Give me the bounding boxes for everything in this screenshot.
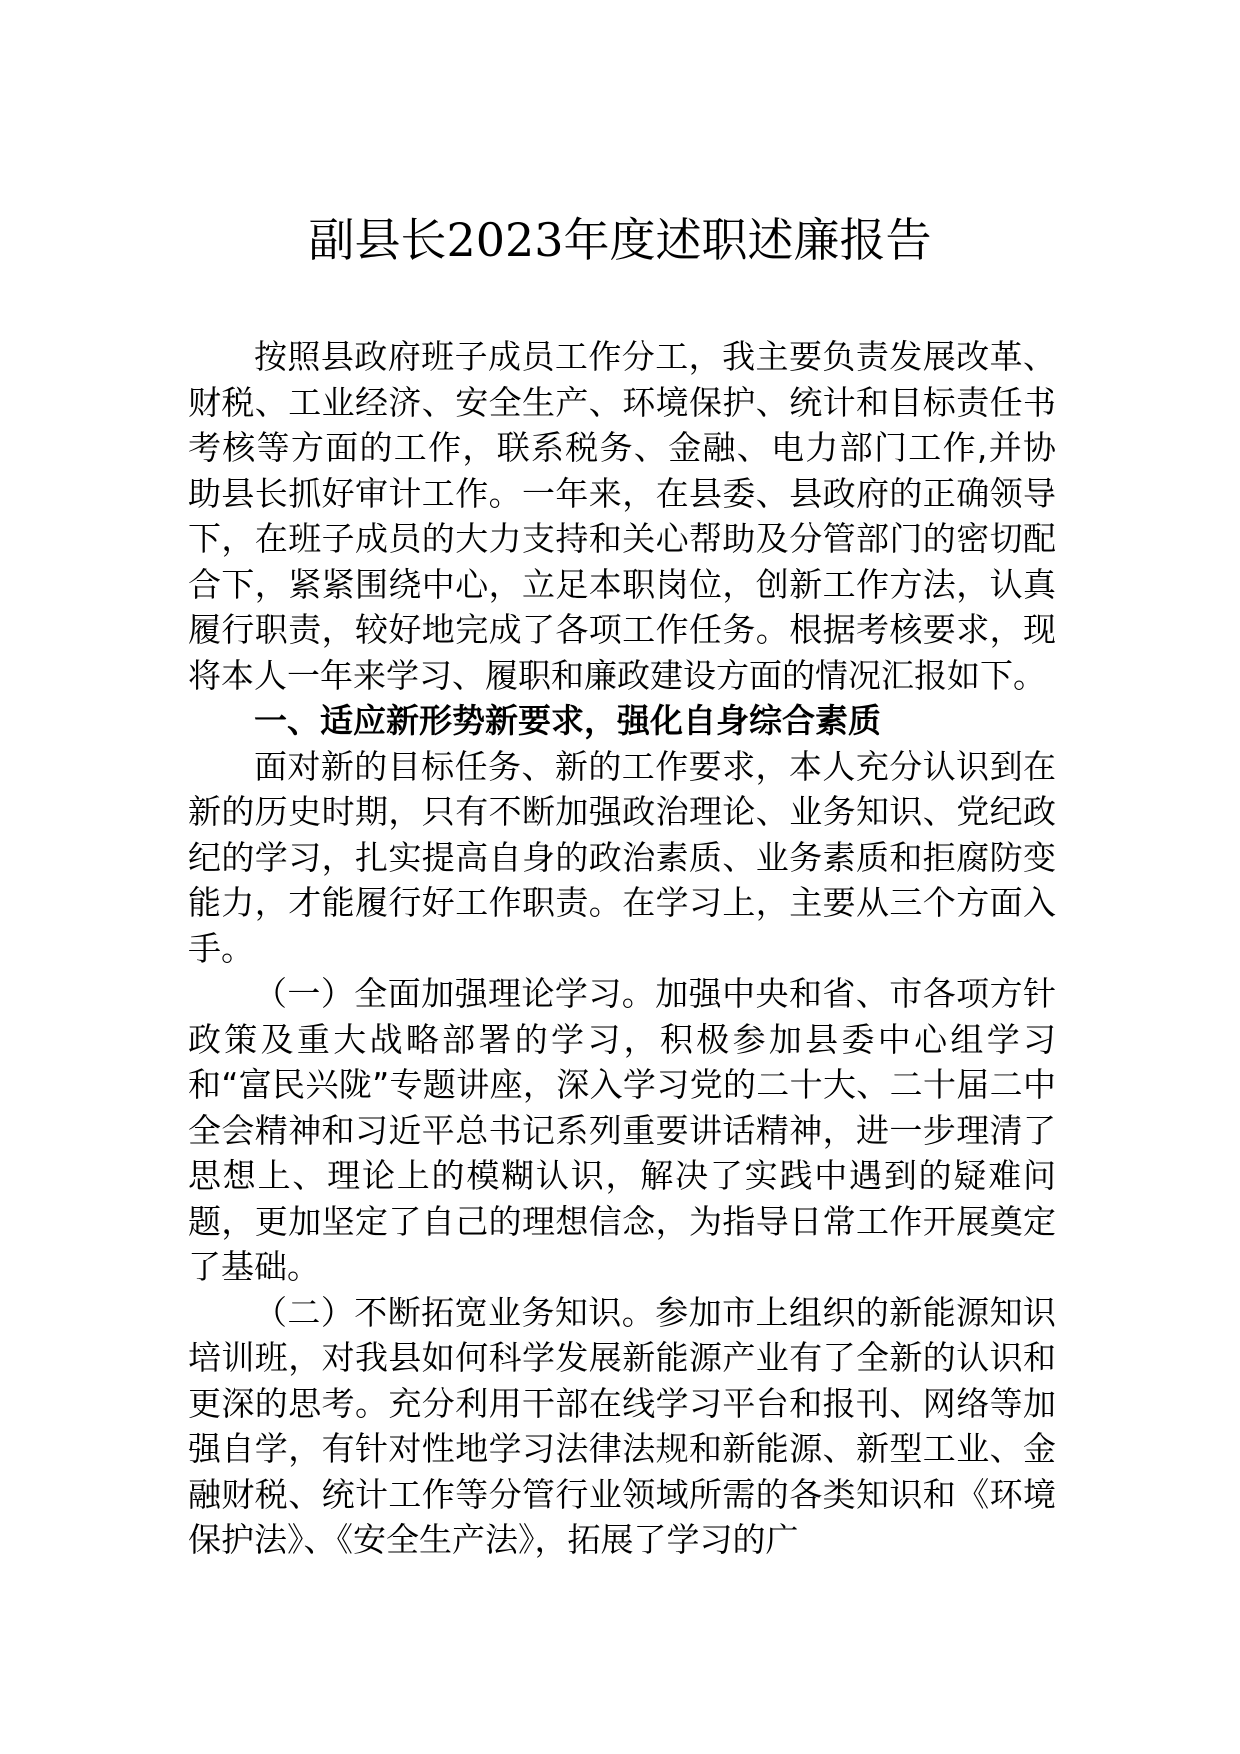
paragraph-section-1-intro: 面对新的目标任务、新的工作要求，本人充分认识到在新的历史时期，只有不断加强政治理论、业务知识、党纪政纪的学习，扎实提高自身的政治素质、业务素质和拒腐防变能力，才能履行好工作职责。在学习上，主要从三个方面入手。	[188, 746, 1056, 968]
paragraph-business-knowledge: （二）不断拓宽业务知识。参加市上组织的新能源知识培训班，对我县如何科学发展新能源产业有了全新的认识和更深的思考。充分利用干部在线学习平台和报刊、网络等加强自学，有针对性地学习法律法规和新能源、新型工业、金融财税、统计工作等分管行业领域所需的各类知识和《环境保护法》、《安全生产法》，拓展了学习的广	[188, 1292, 1056, 1559]
document-title: 副县长2023年度述职述廉报告	[308, 213, 932, 267]
paragraph-intro: 按照县政府班子成员工作分工，我主要负责发展改革、财税、工业经济、安全生产、环境保护、统计和目标责任书考核等方面的工作，联系税务、金融、电力部门工作,并协助县长抓好审计工作。一年来，在县委、县政府的正确领导下，在班子成员的大力支持和关心帮助及分管部门的密切配合下，紧紧围绕中心，立足本职岗位，创新工作方法，认真履行职责，较好地完成了各项工作任务。根据考核要求，现将本人一年来学习、履职和廉政建设方面的情况汇报如下。	[188, 337, 1056, 695]
document-body	[188, 334, 1056, 1563]
section-heading-1: 一、适应新形势新要求，强化自身综合素质	[254, 701, 881, 740]
paragraph-theory-study: （一）全面加强理论学习。加强中央和省、市各项方针政策及重大战略部署的学习，积极参加县委中心组学习和“富民兴陇”专题讲座，深入学习党的二十大、二十届二中全会精神和习近平总书记系列重要讲话精神，进一步理清了思想上、理论上的模糊认识，解决了实践中遇到的疑难问题，更加坚定了自己的理想信念，为指导日常工作开展奠定了基础。	[188, 974, 1056, 1286]
